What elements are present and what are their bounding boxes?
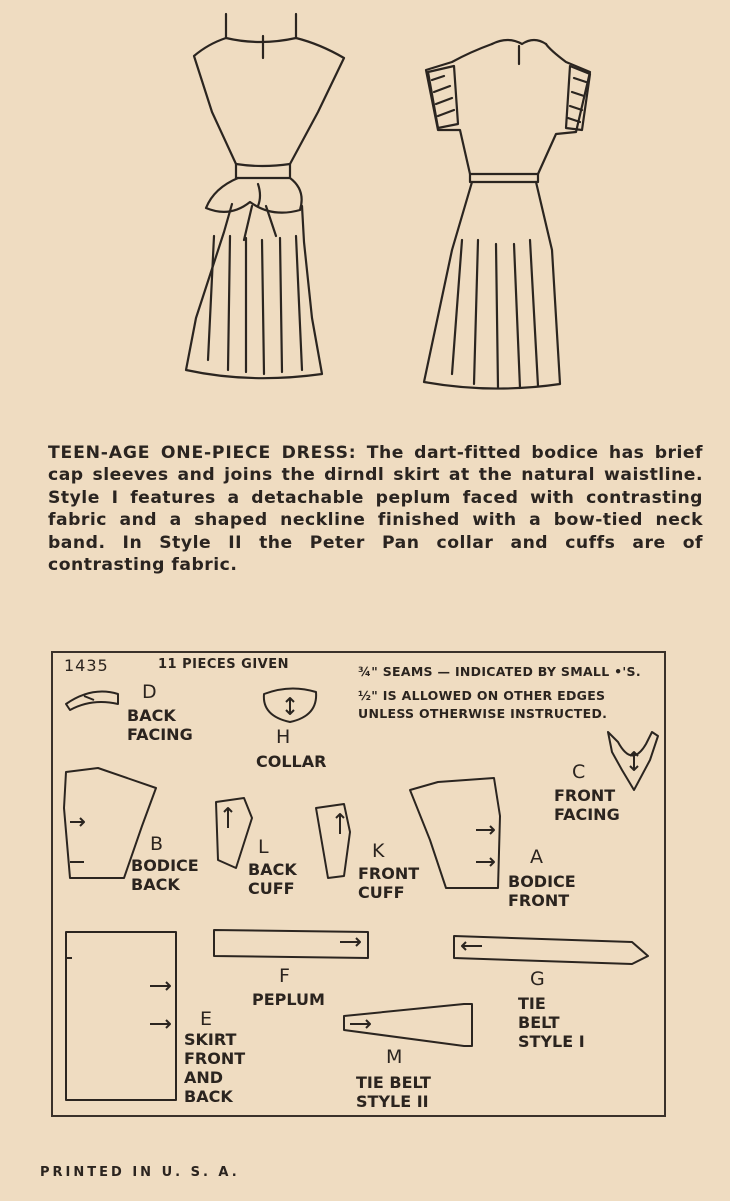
- piece-b-name: BODICE BACK: [131, 856, 199, 894]
- printed-in-usa: PRINTED IN U. S. A.: [40, 1165, 240, 1180]
- piece-l-name: BACK CUFF: [248, 860, 297, 898]
- piece-m-label: M: [386, 1046, 403, 1068]
- piece-k-label: K: [372, 840, 385, 862]
- dress-description: [48, 442, 703, 576]
- piece-h-name: COLLAR: [256, 752, 327, 771]
- piece-m-name: TIE BELT STYLE II: [356, 1073, 431, 1111]
- seam-note-line-3: UNLESS OTHERWISE INSTRUCTED.: [358, 706, 608, 721]
- dress-style-two-illustration: [424, 40, 590, 389]
- description-lead: TEEN-AGE ONE-PIECE DRESS:: [48, 443, 357, 463]
- piece-h-label: H: [276, 726, 291, 748]
- piece-b-label: B: [150, 833, 164, 855]
- piece-f-label: F: [279, 965, 290, 987]
- piece-d-label: D: [142, 681, 157, 703]
- piece-e-name: SKIRT FRONT AND BACK: [184, 1030, 246, 1106]
- piece-a-label: A: [530, 846, 543, 868]
- dress-illustrations: [0, 0, 730, 420]
- piece-l-label: L: [258, 836, 269, 858]
- description-body: The dart-fitted bodice has brief cap sleeves and joins the dirndl skirt at the natural waistline. Style I features a detachable peplum faced with contrasting fabric and a shaped neckline finished with a bow-tied neck band. In Style II the Peter Pan collar and cuffs are of contrasting fabric.: [48, 443, 703, 576]
- piece-c-label: C: [572, 761, 586, 783]
- dress-style-one-illustration: [186, 14, 344, 378]
- piece-c-name: FRONT FACING: [554, 786, 620, 824]
- piece-a-name: BODICE FRONT: [508, 872, 576, 910]
- seam-note-line-1: ¾" SEAMS — INDICATED BY SMALL •'S.: [358, 664, 641, 679]
- seam-note-line-2: ½" IS ALLOWED ON OTHER EDGES: [358, 688, 606, 703]
- piece-g-label: G: [530, 968, 545, 990]
- pattern-number: 1435: [64, 656, 109, 675]
- pieces-given: 11 PIECES GIVEN: [158, 657, 289, 672]
- piece-g-name: TIE BELT STYLE I: [518, 994, 585, 1051]
- piece-d-name: BACK FACING: [127, 706, 193, 744]
- piece-f-name: PEPLUM: [252, 990, 325, 1009]
- piece-e-label: E: [200, 1008, 213, 1030]
- piece-k-name: FRONT CUFF: [358, 864, 420, 902]
